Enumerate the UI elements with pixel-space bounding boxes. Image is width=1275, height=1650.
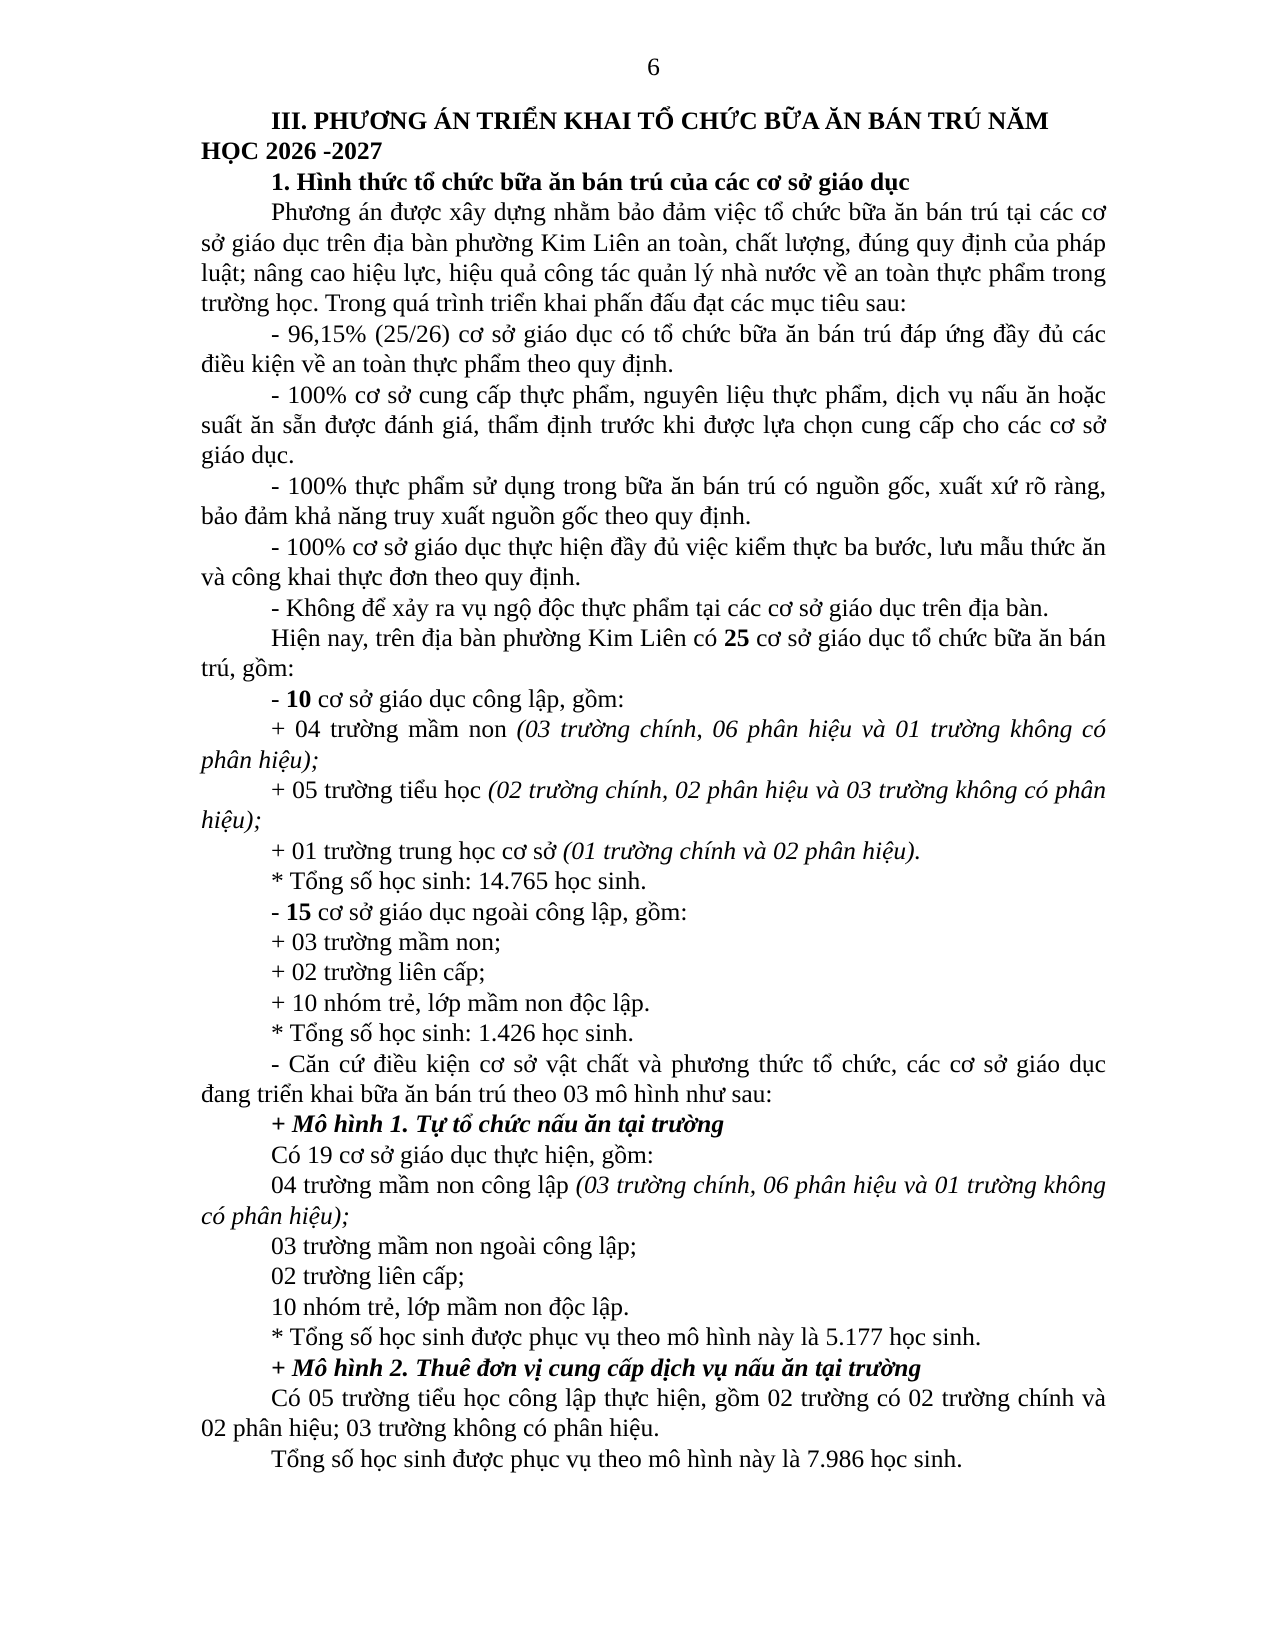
private-item: + 03 trường mầm non;: [271, 926, 502, 956]
current-status-text: Hiện nay, trên địa bàn phường Kim Liên có: [271, 622, 724, 652]
model2-title: + Mô hình 2. Thuê đơn vị cung cấp dịch vụ nấu ăn tại trường: [271, 1352, 922, 1382]
public-item: [201, 836, 1106, 866]
goal-item: - 96,15% (25/26) cơ sở giáo dục có tổ chức bữa ăn bán trú đáp ứng đầy đủ các điều kiện về an toàn thực phẩm theo quy định.: [201, 318, 1106, 379]
item-text: + 04 trường mầm non: [271, 714, 517, 744]
private-count: 15: [285, 896, 312, 926]
goal-item: - Không để xảy ra vụ ngộ độc thực phẩm tại các cơ sở giáo dục trên địa bàn.: [271, 592, 1049, 622]
item-note: (03 trường chính, 06 phân hiệu và 01 trường không có phân hiệu);: [201, 714, 1106, 774]
public-total: * Tổng số học sinh: 14.765 học sinh.: [271, 866, 647, 896]
public-heading: [201, 684, 1106, 714]
model2-total: Tổng số học sinh được phục vụ theo mô hình này là 7.986 học sinh.: [271, 1443, 963, 1473]
public-item: [201, 714, 1106, 775]
private-item: + 02 trường liên cấp;: [271, 957, 486, 987]
dash: -: [271, 683, 286, 713]
private-heading: [201, 897, 1106, 927]
item-note: (03 trường chính, 06 phân hiệu và 01 trường không có phân hiệu);: [201, 1170, 1106, 1230]
current-status-text: cơ sở giáo dục tổ chức bữa ăn bán trú, gồm:: [201, 622, 1106, 683]
private-item: + 10 nhóm trẻ, lớp mầm non độc lập.: [271, 987, 651, 1017]
goal-item: - 100% cơ sở cung cấp thực phẩm, nguyên liệu thực phẩm, dịch vụ nấu ăn hoặc suất ăn sẵn được đánh giá, thẩm định trước khi được lựa chọn cung cấp cho các cơ sở giáo dục.: [201, 379, 1106, 470]
public-item: [201, 775, 1106, 836]
item-text: + 01 trường trung học cơ sở: [271, 835, 563, 865]
model1-item: 03 trường mầm non ngoài công lập;: [271, 1231, 637, 1261]
item-text: + 05 trường tiểu học: [271, 774, 488, 804]
private-total: * Tổng số học sinh: 1.426 học sinh.: [271, 1018, 634, 1048]
section-title: III. PHƯƠNG ÁN TRIỂN KHAI TỔ CHỨC BỮA ĂN BÁN TRÚ NĂM HỌC 2026 -2027: [201, 106, 1049, 166]
intro-paragraph: Phương án được xây dựng nhằm bảo đảm việc tổ chức bữa ăn bán trú tại các cơ sở giáo dục trên địa bàn phường Kim Liên an toàn, chất lượng, đúng quy định của pháp luật; nâng cao hiệu lực, hiệu quả công tác quản lý nhà nước về an toàn thực phẩm trong trường học. Trong quá trình triển khai phấn đấu đạt các mục tiêu sau:: [201, 197, 1106, 318]
model2-lead: Có 05 trường tiểu học công lập thực hiện, gồm 02 trường có 02 trường chính và 02 phân hiệu; 03 trường không có phân hiệu.: [201, 1383, 1106, 1443]
public-label: cơ sở giáo dục công lập, gồm:: [311, 683, 625, 713]
model1-title: + Mô hình 1. Tự tổ chức nấu ăn tại trường: [271, 1109, 725, 1139]
subsection-title: 1. Hình thức tổ chức bữa ăn bán trú của các cơ sở giáo dục: [271, 166, 910, 196]
current-status-paragraph: [201, 623, 1106, 684]
page-number: 6: [647, 52, 660, 81]
total-count: 25: [723, 622, 750, 652]
dash: -: [271, 896, 286, 926]
model1-lead: Có 19 cơ sở giáo dục thực hiện, gồm:: [271, 1139, 654, 1169]
model1-item: [201, 1170, 1106, 1231]
basis-paragraph: - Căn cứ điều kiện cơ sở vật chất và phương thức tổ chức, các cơ sở giáo dục đang triển khai bữa ăn bán trú theo 03 mô hình như sau:: [201, 1048, 1106, 1108]
item-note: (02 trường chính, 02 phân hiệu và 03 trường không có phân hiệu);: [201, 774, 1106, 835]
private-label: cơ sở giáo dục ngoài công lập, gồm:: [311, 896, 688, 926]
model1-total: * Tổng số học sinh được phục vụ theo mô hình này là 5.177 học sinh.: [271, 1322, 982, 1352]
item-note: (01 trường chính và 02 phân hiệu).: [562, 835, 922, 865]
public-count: 10: [285, 683, 312, 713]
goal-item: - 100% cơ sở giáo dục thực hiện đầy đủ việc kiểm thực ba bước, lưu mẫu thức ăn và công khai thực đơn theo quy định.: [201, 531, 1106, 592]
model1-item: 10 nhóm trẻ, lớp mầm non độc lập.: [271, 1291, 630, 1321]
model1-item: 02 trường liên cấp;: [271, 1261, 465, 1291]
item-text: 04 trường mầm non công lập: [271, 1170, 576, 1200]
goal-item: - 100% thực phẩm sử dụng trong bữa ăn bán trú có nguồn gốc, xuất xứ rõ ràng, bảo đảm khả năng truy xuất nguồn gốc theo quy định.: [201, 470, 1106, 531]
document-page: [201, 52, 1106, 1474]
